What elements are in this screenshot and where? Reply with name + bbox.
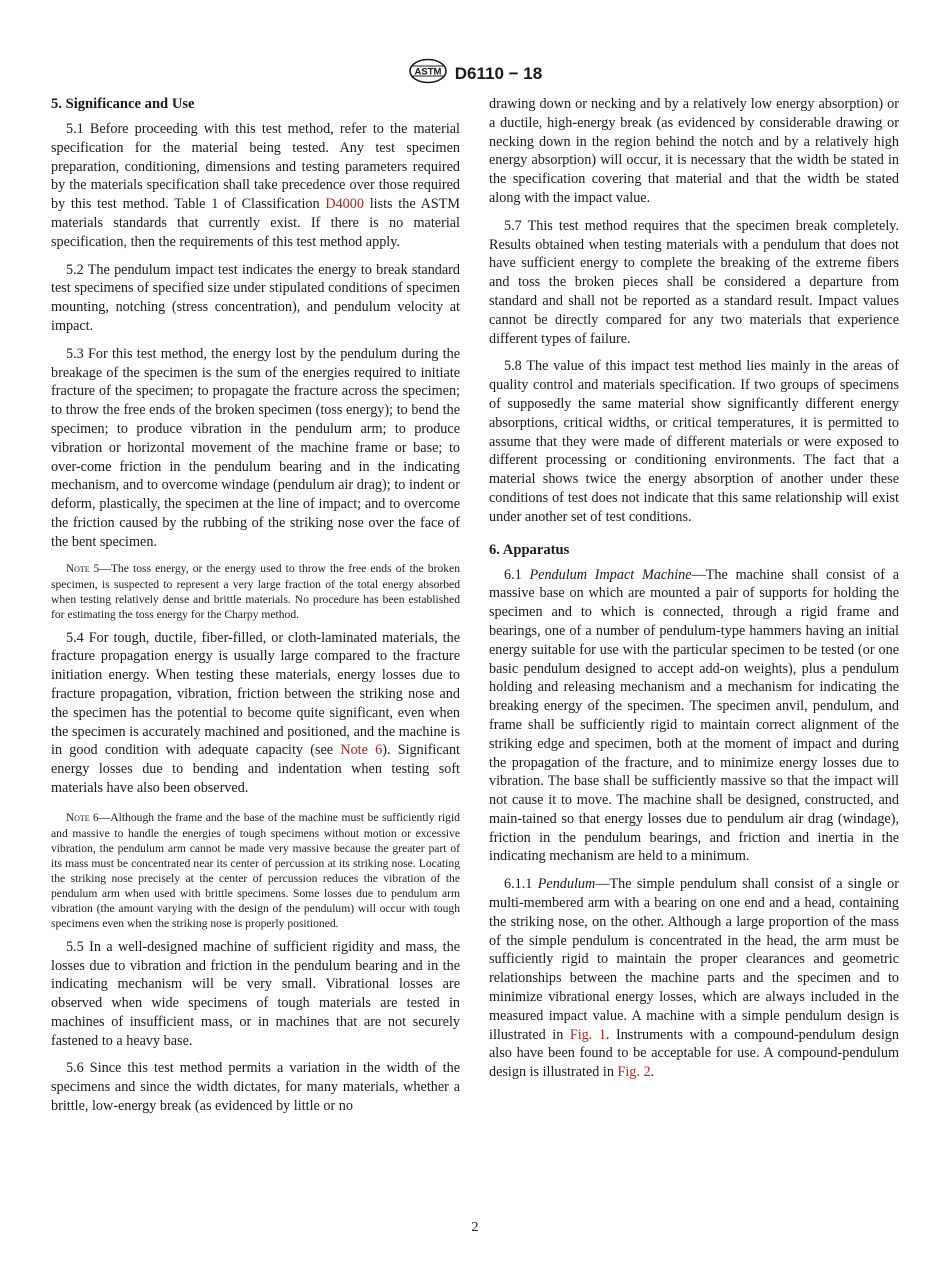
document-designation: D6110 − 18 [454, 63, 543, 83]
paragraph-5-3: 5.3 For this test method, the energy lost by the pendulum during the breakage of the specimen is the sum of the energies required to initiate fracture of the specimen; to propagate the fracture across the specimen; to throw the free ends of the broken specimen (toss energy); to bend the specimen; to produce vibration in the pendulum arm; to produce vibration or horizontal movement of the machine frame or base; to over-come friction in the pendulum bearing and in the indicating mechanism, and to overcome windage (pendulum air drag); to indent or deform, plastically, the specimen at the line of impact; and to overcome the friction caused by the rubbing of the striking nose over the face of the bent specimen. [51, 345, 460, 550]
note-5: Note 5—The toss energy, or the energy used to throw the free ends of the broken specimen, is suspected to represent a very large fraction of the total energy absorbed when testing relatively dense and brittle materials. No procedure has been established for estimating the toss energy for the Charpy method. [51, 561, 460, 621]
section-5-heading: 5. Significance and Use [51, 96, 195, 112]
link-note-6[interactable]: Note 6 [340, 742, 383, 759]
paragraph-5-2: 5.2 The pendulum impact test indicates the energy to break standard test specimens of specified size under stipulated conditions of specimen mounting, notching (stress concentration), and pendulum velocity at impact. [51, 261, 460, 334]
paragraph-5-1: 5.1 Before proceeding with this test method, refer to the material specification for the material being tested. Any test specimen preparation, conditioning, dimensions and testing parameters required by the materials specification shall take precedence over those required by this test method. Table 1 of Classification D4000 lists the ASTM materials standards that currently exist. If there is no material specification, then the requirements of this test method apply. [51, 121, 461, 250]
paragraph-6-1-1: 6.1.1 Pendulum—The simple pendulum shall consist of a single or multi-membered arm with a bearing on one end and a head, containing the striking nose, on the other. Although a large proportion of the mass of the simple pendulum is concentrated in the head, the arm must be sufficiently rigid to maintain the proper clearances and geometric relationships between the machine parts and the specimen and to minimize vibrational energy losses, which are always included in the measured impact value. A machine with a simple pendulum design is illustrated in Fig. 1. Instruments with a compound-pendulum design also have been found to be acceptable for use. A compound-pendulum design is illustrated in Fig. 2. [489, 876, 899, 1081]
paragraph-5-6-start: 5.6 Since this test method permits a variation in the width of the specimens and since the width dictates, for many materials, whether a brittle, low-energy break (as evidenced by little or no [51, 1060, 460, 1115]
paragraph-5-4: 5.4 For tough, ductile, fiber-filled, or cloth-laminated materials, the fracture propagation energy is usually large compared to the fracture initiation energy. When testing these materials, energy losses due to fracture propagation, vibration, friction between the striking nose and the specimen has the potential to become quite significant, even when the specimen is accurately machined and positioned, and the machine is in good condition with adequate capacity (see Note 6). Significant energy losses due to bending and indentation when testing soft materials have also been observed. [51, 629, 460, 796]
paragraph-5-8: 5.8 The value of this impact test method lies mainly in the areas of quality control and materials specification. If two groups of specimens of supposedly the same material show significantly different energy absorptions, critical widths, or critical temperatures, it is permitted to assume that they were made of different materials or were exposed to different processing or conditioning environments. The fact that a material shows twice the energy absorption of another under these conditions of test does not indicate that this same relationship will exist under another set of test conditions. [489, 358, 899, 525]
paragraph-5-5: 5.5 In a well-designed machine of sufficient rigidity and mass, the losses due to vibration and friction in the pendulum bearing and in the indicating mechanism will be very small. Vibrational losses are observed when wide specimens of tough materials are tested in machines of insufficient mass, or in machines that are not securely fastened to a heavy base. [51, 938, 460, 1049]
paragraph-6-1: 6.1 Pendulum Impact Machine—The machine shall consist of a massive base on which are mounted a pair of supports for holding the specimen and to which is connected, through a rigid frame and bearings, one of a number of pendulum-type hammers having an initial energy suitable for use with the particular specimen to be tested (or one basic pendulum designed to accept add-on weights), plus a pendulum holding and releasing mechanism and a mechanism for indicating the breaking energy of the specimen. The specimen anvil, pendulum, and frame shall be sufficiently rigid to maintain correct alignment of the striking edge and specimen, both at the moment of impact and during the propagation of the fracture, and to minimize energy losses due to vibration. The base shall be sufficiently massive so that the impact will not cause it to move. The machine shall be designed, constructed, and main-tained so that energy losses due to pendulum air drag (windage), friction in the pendulum bearings, and friction and inertia in the indicating mechanism are held to a minimum. [489, 566, 899, 865]
paragraph-5-7: 5.7 This test method requires that the specimen break completely. Results obtained when testing materials with a pendulum that does not have sufficient energy to complete the breaking of the extreme fibers and toss the broken pieces shall be considered a departure from standard and shall not be reported as a standard result. Impact values cannot be directly compared for any two materials that experience different types of failure. [489, 217, 899, 347]
left-column [51, 95, 460, 1116]
logo-text: ASTM [414, 66, 442, 78]
link-d4000[interactable]: D4000 [325, 196, 364, 213]
paragraph-5-6-continued: drawing down or necking and by a relatively low energy absorption) or a ductile, high-energy break (as evidenced by considerable drawing or necking down in the region behind the notch and by a relatively high energy absorption) will occur, it is necessary that the width be stated in the specification covering that material and that the width be stated along with the impact value. [489, 96, 899, 206]
right-column [489, 95, 899, 1091]
link-fig-1[interactable]: Fig. 1 [569, 1026, 606, 1043]
page-header [0, 58, 950, 89]
page-number: 2 [471, 1220, 479, 1235]
astm-logo-icon [408, 58, 448, 89]
note-6: Note 6—Although the frame and the base of the machine must be sufficiently rigid and massive to handle the energies of tough specimens without motion or excessive vibration, the pendulum arm cannot be made very massive because the greater part of its mass must be concentrated near its center of percussion at its striking nose. Locating the striking nose precisely at the center of percussion reduces the vibration of the pendulum arm when used with brittle specimens. Some losses due to pendulum arm vibration (the amount varying with the design of the pendulum) will occur with tough specimens even when the striking nose is properly positioned. [51, 810, 460, 930]
link-fig-2[interactable]: Fig. 2 [617, 1064, 651, 1081]
section-6-heading: 6. Apparatus [489, 541, 570, 558]
